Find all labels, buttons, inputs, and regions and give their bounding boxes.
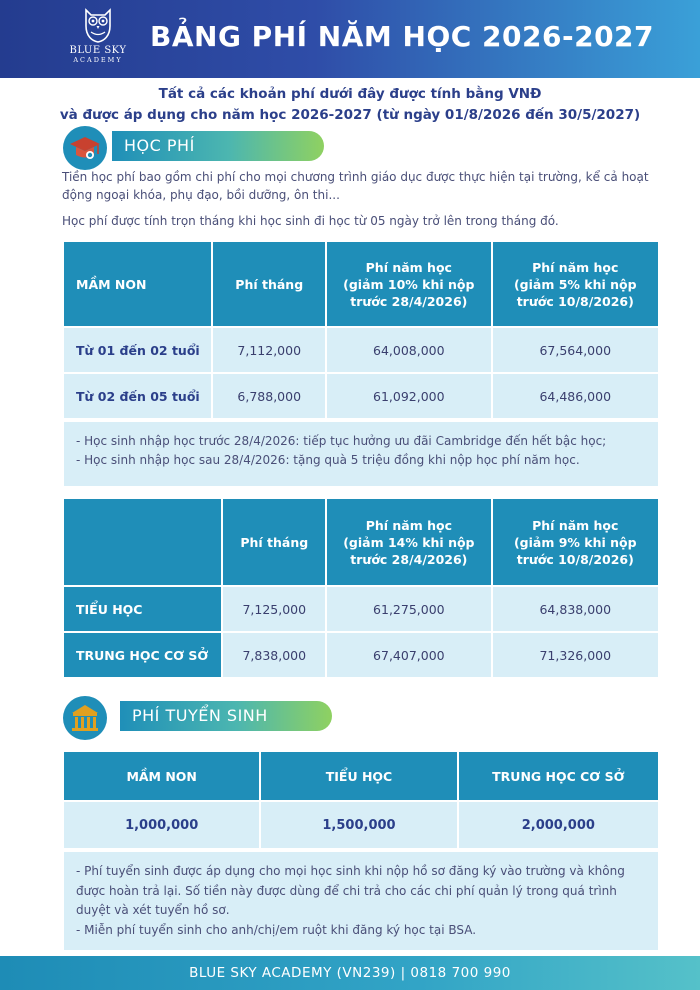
- monthly-fee-header: Phí tháng: [213, 242, 325, 326]
- table-row: [64, 374, 658, 418]
- annual-fee-value: 64,838,000: [493, 587, 658, 631]
- table-row: [64, 587, 658, 631]
- annual-fee-10-header: Phí năm học (giảm 10% khi nộp trước 28/4/2026): [327, 242, 490, 326]
- monthly-fee-value: 7,838,000: [223, 633, 325, 677]
- header-banner: [0, 0, 700, 78]
- row-label: Từ 02 đến 05 tuổi: [64, 374, 211, 418]
- page-title: BẢNG PHÍ NĂM HỌC 2026-2027: [150, 20, 655, 53]
- monthly-fee-value: 7,125,000: [223, 587, 325, 631]
- admission-col-preschool: MẦM NON: [64, 752, 259, 800]
- admission-note-2: - Miễn phí tuyển sinh cho anh/chị/em ruột khi đăng ký học tại BSA.: [76, 922, 477, 937]
- annual-fee-value: 61,092,000: [327, 374, 490, 418]
- admission-col-secondary: TRUNG HỌC CƠ SỞ: [459, 752, 658, 800]
- annual-fee-14-header: Phí năm học (giảm 14% khi nộp trước 28/4/2026): [327, 499, 490, 585]
- preschool-header-label: MẦM NON: [64, 242, 211, 326]
- logo-name: BLUE SKY: [69, 45, 127, 56]
- graduation-cap-icon: [62, 125, 108, 171]
- annual-fee-9-header: Phí năm học (giảm 9% khi nộp trước 10/8/2026): [493, 499, 658, 585]
- table-row: [64, 802, 658, 848]
- admission-fee-value: 1,500,000: [261, 802, 456, 848]
- annual-fee-value: 61,275,000: [327, 587, 490, 631]
- preschool-note-2: - Học sinh nhập học sau 28/4/2026: tặng quà 5 triệu đồng khi nộp học phí năm học.: [76, 453, 580, 467]
- footer-contact: BLUE SKY ACADEMY (VN239) | 0818 700 990: [0, 956, 700, 990]
- admission-note: [64, 852, 658, 950]
- monthly-fee-value: 6,788,000: [213, 374, 325, 418]
- annual-fee-value: 67,407,000: [327, 633, 490, 677]
- row-label: Từ 01 đến 02 tuổi: [64, 328, 211, 372]
- school-building-icon: [62, 695, 108, 741]
- preschool-note-1: - Học sinh nhập học trước 28/4/2026: tiếp tục hưởng ưu đãi Cambridge đến hết bậc học;: [76, 434, 607, 448]
- subtitle-line1: Tất cả các khoản phí dưới đây được tính bằng VNĐ: [158, 86, 542, 102]
- school-fee-table: [62, 497, 660, 679]
- admission-heading-label: PHÍ TUYỂN SINH: [120, 701, 332, 731]
- table-header-row: [64, 752, 658, 800]
- annual-fee-value: 71,326,000: [493, 633, 658, 677]
- preschool-fee-table: [62, 240, 660, 420]
- owl-icon: [81, 6, 115, 44]
- tuition-intro-1: Tiền học phí bao gồm chi phí cho mọi chương trình giáo dục được thực hiện tại trường, kể cả hoạt động ngoại khóa, phụ đạo, bồi dưỡng, ôn thi...: [62, 170, 649, 202]
- tuition-heading-label: HỌC PHÍ: [112, 131, 324, 161]
- school-header-blank: [64, 499, 221, 585]
- tuition-intro-2: Học phí được tính trọn tháng khi học sinh đi học từ 05 ngày trở lên trong tháng đó.: [62, 214, 559, 228]
- table-header-row: [64, 242, 658, 326]
- annual-fee-5-header: Phí năm học (giảm 5% khi nộp trước 10/8/2026): [493, 242, 658, 326]
- school-logo: [60, 6, 136, 72]
- admission-col-primary: TIỂU HỌC: [261, 752, 456, 800]
- annual-fee-value: 67,564,000: [493, 328, 658, 372]
- subtitle-line2: và được áp dụng cho năm học 2026-2027 (từ ngày 01/8/2026 đến 30/5/2027): [59, 107, 641, 123]
- table-header-row: [64, 499, 658, 585]
- admission-section-heading: [62, 695, 332, 727]
- admission-fee-value: 2,000,000: [459, 802, 658, 848]
- annual-fee-value: 64,008,000: [327, 328, 490, 372]
- row-label: TRUNG HỌC CƠ SỞ: [64, 633, 221, 677]
- tuition-section-heading: [62, 125, 324, 157]
- preschool-note: [64, 422, 658, 486]
- monthly-fee-header: Phí tháng: [223, 499, 325, 585]
- admission-fee-value: 1,000,000: [64, 802, 259, 848]
- table-row: [64, 633, 658, 677]
- monthly-fee-value: 7,112,000: [213, 328, 325, 372]
- annual-fee-value: 64,486,000: [493, 374, 658, 418]
- subtitle: [0, 84, 700, 126]
- row-label: TIỂU HỌC: [64, 587, 221, 631]
- table-row: [64, 328, 658, 372]
- admission-fee-table: [62, 750, 660, 850]
- admission-note-1: - Phí tuyển sinh được áp dụng cho mọi học sinh khi nộp hồ sơ đăng ký vào trường và không được hoàn trả lại. Số tiền này được dùng để chi trả cho các chi phí quản lý trong quá trình duyệt và xét tuyển hồ sơ.: [76, 864, 625, 917]
- logo-subname: ACADEMY: [73, 56, 123, 64]
